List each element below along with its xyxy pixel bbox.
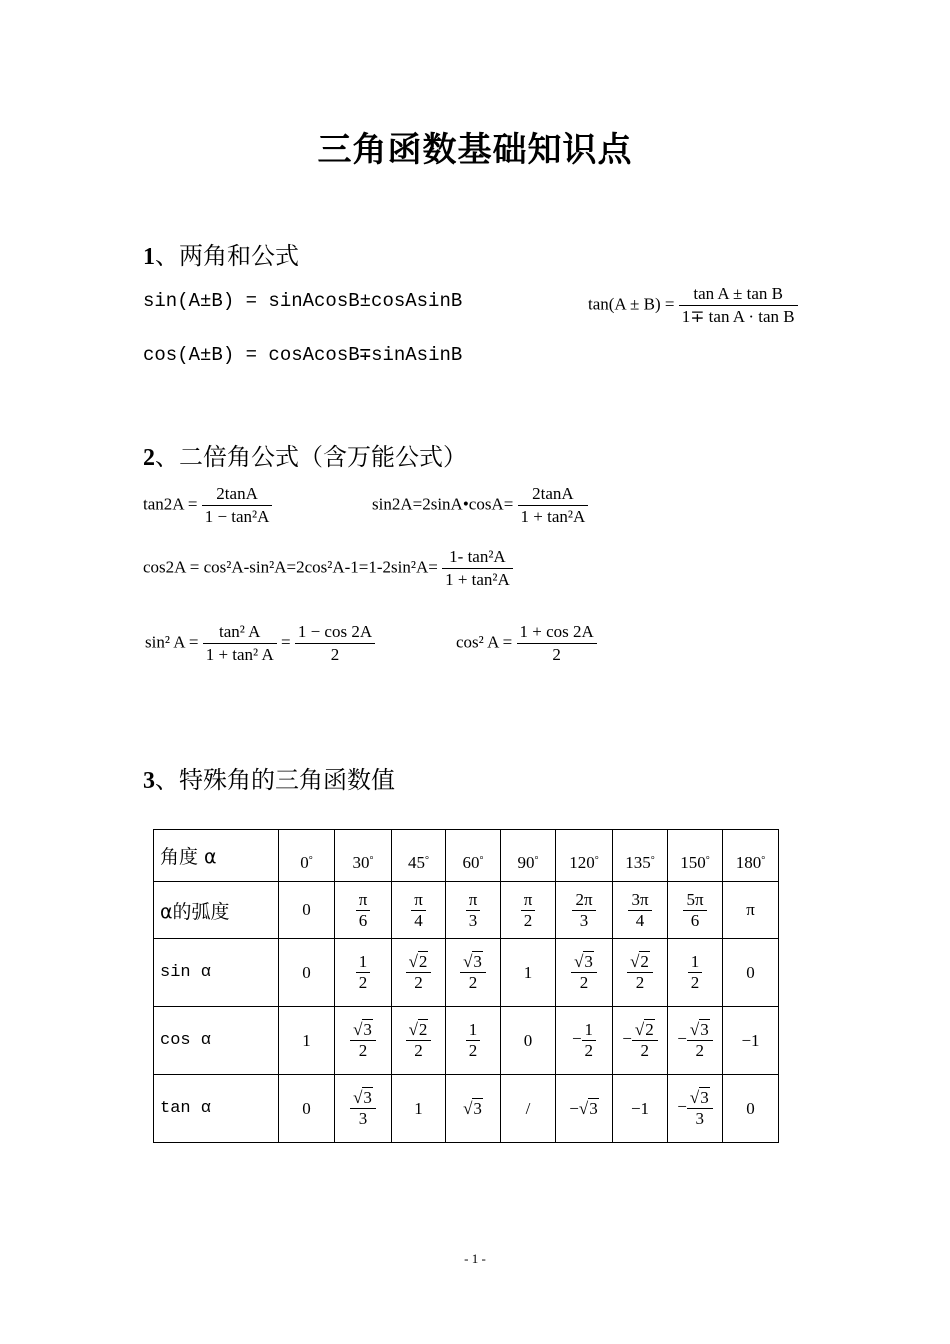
- math-term: 3: [579, 910, 589, 930]
- math-term: 2: [414, 1041, 423, 1060]
- numerator: [688, 952, 703, 972]
- sqrt: √2: [634, 1020, 654, 1039]
- trig-value: [668, 1075, 723, 1143]
- math-term: [353, 1020, 373, 1039]
- denominator: [406, 972, 432, 993]
- cell-value: − $\frac{1}{2}$: [572, 1029, 596, 1048]
- denominator: [627, 972, 653, 993]
- math-term: 2: [579, 973, 589, 992]
- math-term: 2: [358, 973, 368, 992]
- fraction: [687, 1088, 713, 1129]
- trig-value: [279, 939, 335, 1007]
- denominator: 2: [295, 643, 375, 666]
- numerator: 2tanA: [216, 484, 258, 503]
- fraction: [411, 890, 426, 931]
- math-term: 6: [690, 910, 700, 930]
- sin-row: [154, 939, 779, 1007]
- math-term: 2: [414, 973, 423, 992]
- radicand: 3: [584, 952, 593, 971]
- trig-value: [501, 939, 556, 1007]
- page-title: 三角函数基础知识点: [317, 130, 633, 170]
- math-term: 6: [358, 910, 368, 930]
- trig-value: [335, 1075, 392, 1143]
- sqrt: √2: [408, 1020, 428, 1039]
- cell-value: [746, 900, 755, 919]
- radian-header: α的弧度: [154, 882, 279, 939]
- formula-lhs: tan2A =: [143, 494, 198, 514]
- section-number: 3: [143, 768, 155, 794]
- numerator: [571, 952, 597, 972]
- denominator: [356, 972, 371, 993]
- fraction: [518, 483, 589, 528]
- formula-lhs: sin² A =: [145, 632, 199, 652]
- denominator: [687, 1108, 713, 1129]
- trig-value: [392, 1007, 446, 1075]
- angle-header: 角度 α: [154, 830, 279, 882]
- fraction: [356, 890, 371, 931]
- numerator: [627, 952, 653, 972]
- formula-lhs: cos² A =: [456, 632, 513, 652]
- degree-sign: °: [594, 854, 599, 866]
- fraction: [202, 483, 273, 528]
- math-term: π: [746, 900, 755, 919]
- cell-value: [356, 889, 371, 930]
- radian-value: [501, 882, 556, 939]
- cell-value: [688, 952, 703, 992]
- trig-value: [446, 1007, 501, 1075]
- fraction: [521, 890, 536, 931]
- math-term: 4: [414, 910, 423, 930]
- numerator: 1 + cos 2A: [519, 622, 594, 641]
- trig-value: [723, 1075, 779, 1143]
- angle-value: 135°: [613, 830, 668, 882]
- numerator: [628, 890, 651, 910]
- trig-value: [279, 1007, 335, 1075]
- math-term: [463, 1099, 483, 1118]
- sqrt: √2: [630, 952, 649, 971]
- numerator: 1- tan²A: [449, 547, 506, 566]
- radicand: 3: [700, 1020, 709, 1039]
- trig-value: [668, 939, 723, 1007]
- math-term: 1: [584, 1020, 594, 1039]
- trig-value: [723, 1007, 779, 1075]
- math-term: [574, 952, 594, 971]
- radian-value: [392, 882, 446, 939]
- cell-value: [683, 889, 706, 930]
- fraction: [350, 1020, 376, 1061]
- math-term: 1: [523, 962, 533, 982]
- math-term: 2: [635, 973, 645, 992]
- numerator: [350, 1020, 376, 1040]
- trig-value: [668, 1007, 723, 1075]
- angle-value: 150°: [668, 830, 723, 882]
- formula-tan-sum: [588, 283, 798, 328]
- denominator: [406, 1040, 432, 1061]
- numerator: [466, 1020, 481, 1040]
- formula-cos-squared: [456, 621, 597, 666]
- angle-value: 180°: [723, 830, 779, 882]
- trig-value: [392, 939, 446, 1007]
- denominator: 1 + tan²A: [518, 505, 589, 528]
- section-heading-1: [143, 236, 299, 271]
- fraction: [571, 952, 597, 993]
- math-term: 2: [468, 973, 478, 992]
- page-number: - 1 -: [464, 1251, 486, 1266]
- sqrt: √3: [574, 952, 593, 971]
- radicand: 3: [363, 1088, 372, 1107]
- fraction: [460, 952, 486, 993]
- degree-sign: °: [705, 854, 710, 866]
- degree-sign: °: [425, 854, 429, 866]
- denominator: 1∓ tan A · tan B: [679, 305, 798, 328]
- denominator: [466, 1040, 481, 1061]
- math-term: −1: [741, 1030, 760, 1050]
- radicand: 2: [418, 1020, 428, 1039]
- math-term: π: [468, 889, 478, 909]
- denominator: [688, 972, 703, 993]
- fraction: [679, 283, 798, 328]
- fraction: [356, 952, 371, 993]
- section-label: 、二倍角公式（含万能公式）: [155, 443, 467, 471]
- denominator: 1 − tan²A: [202, 505, 273, 528]
- math-term: [463, 952, 483, 971]
- cell-value: − $\frac{√3}{2}$: [677, 1029, 712, 1048]
- denominator: 2: [517, 643, 597, 666]
- formula-cos2a: [143, 546, 513, 591]
- radian-value: [556, 882, 613, 939]
- degree-sign: °: [369, 854, 374, 866]
- angle-row: [154, 830, 779, 882]
- math-term: 1: [468, 1020, 478, 1039]
- radian-value: [335, 882, 392, 939]
- trig-value: [556, 939, 613, 1007]
- formula-sin-sum: sin(A±B) = sinAcosB±cosAsinB: [143, 290, 463, 312]
- fraction: [582, 1020, 597, 1061]
- tan-row: [154, 1075, 779, 1143]
- degree-sign: °: [761, 854, 766, 866]
- fraction: [406, 1020, 432, 1061]
- radicand: 3: [589, 1098, 598, 1118]
- cell-value: [356, 952, 371, 992]
- cell-value: [746, 963, 755, 982]
- math-term: 2π: [575, 889, 593, 909]
- formula-lhs: cos2A = cos²A-sin²A=2cos²A-1=1-2sin²A=: [143, 557, 438, 577]
- angle-value: 30°: [335, 830, 392, 882]
- cell-value: [524, 963, 533, 982]
- angle-value: 45°: [392, 830, 446, 882]
- math-term: 2: [523, 910, 533, 930]
- cell-value: [466, 1020, 481, 1060]
- section-number: 1: [143, 244, 155, 270]
- denominator: 1 + tan² A: [203, 643, 277, 666]
- math-term: 2: [584, 1041, 594, 1060]
- radicand: 3: [363, 1020, 372, 1039]
- fraction: [442, 546, 513, 591]
- math-term: 3: [695, 1109, 705, 1128]
- numerator: [687, 1020, 713, 1040]
- numerator: tan A ± tan B: [693, 284, 783, 303]
- numerator: [411, 890, 426, 910]
- math-term: 1: [690, 952, 700, 971]
- cell-value: [521, 889, 536, 930]
- section-heading-2: [143, 437, 467, 472]
- denominator: [411, 910, 426, 931]
- math-term: π: [414, 889, 423, 909]
- angle-value: 120°: [556, 830, 613, 882]
- numerator: [460, 952, 486, 972]
- denominator: [571, 972, 597, 993]
- fraction: [466, 890, 481, 931]
- trig-value: [335, 939, 392, 1007]
- angle-value: 0°: [279, 830, 335, 882]
- math-term: 0: [302, 962, 311, 982]
- math-term: 3: [468, 910, 478, 930]
- radian-value: [613, 882, 668, 939]
- math-term: 4: [635, 910, 645, 930]
- radian-value: [668, 882, 723, 939]
- cell-value: [572, 889, 595, 930]
- fraction: [572, 890, 595, 931]
- math-term: 3: [358, 1109, 368, 1128]
- numerator: [356, 890, 371, 910]
- denominator: [582, 1040, 597, 1061]
- trig-value: [501, 1007, 556, 1075]
- formula-cos-sum: cos(A±B) = cosAcosB∓sinAsinB: [143, 344, 463, 366]
- trig-value: [613, 939, 668, 1007]
- denominator: [521, 910, 536, 931]
- math-term: 2: [358, 1041, 368, 1060]
- numerator: [350, 1088, 376, 1108]
- fraction: [632, 1020, 658, 1061]
- math-term: 1: [414, 1098, 423, 1118]
- cell-value: [302, 963, 311, 982]
- tan-label: tan α: [154, 1075, 279, 1143]
- section-label: 、两角和公式: [155, 242, 299, 270]
- fraction: [406, 952, 432, 993]
- radian-value: [723, 882, 779, 939]
- formula-lhs: sin2A=2sinA•cosA=: [372, 494, 514, 514]
- denominator: [683, 910, 706, 931]
- numerator: [521, 890, 536, 910]
- numerator: tan² A: [218, 622, 261, 641]
- denominator: [687, 1040, 713, 1061]
- cell-value: [741, 1031, 759, 1050]
- math-term: 2: [640, 1041, 650, 1060]
- formula-sin2a: [372, 483, 588, 528]
- radicand: 3: [700, 1088, 709, 1107]
- denominator: [628, 910, 651, 931]
- trig-value: [279, 1075, 335, 1143]
- cell-value: [350, 1020, 376, 1060]
- math-term: [409, 1020, 429, 1039]
- sqrt: √3: [353, 1020, 372, 1039]
- cell-value: [466, 889, 481, 930]
- trig-value: [613, 1075, 668, 1143]
- denominator: [466, 910, 481, 931]
- cell-value: [463, 1099, 483, 1118]
- fraction: [517, 621, 597, 666]
- math-term: 0: [746, 962, 755, 982]
- denominator: 1 + tan²A: [442, 568, 513, 591]
- math-term: 0: [302, 900, 311, 919]
- sqrt: √3: [463, 1098, 482, 1118]
- cell-value: [569, 1099, 598, 1118]
- cell-value: [631, 1099, 649, 1118]
- sqrt: √3: [463, 952, 482, 971]
- math-term: 0: [746, 1098, 755, 1118]
- fraction: [687, 1020, 713, 1061]
- sin-label: sin α: [154, 939, 279, 1007]
- fraction: [350, 1088, 376, 1129]
- fraction: [628, 890, 651, 931]
- cell-value: [524, 1031, 533, 1050]
- formula-tan2a: [143, 483, 272, 528]
- sqrt: √3: [689, 1020, 709, 1039]
- fraction: [466, 1020, 481, 1061]
- degree-sign: °: [650, 854, 655, 866]
- radicand: 3: [473, 1098, 482, 1118]
- math-term: π: [358, 889, 368, 909]
- trig-value: [501, 1075, 556, 1143]
- numerator: [466, 890, 481, 910]
- cell-value: − $\frac{√3}{3}$: [677, 1097, 712, 1116]
- cell-value: [302, 1099, 311, 1118]
- numerator: [632, 1020, 658, 1040]
- math-term: [353, 1088, 373, 1107]
- fraction: [627, 952, 653, 993]
- math-term: [690, 1020, 710, 1039]
- cos-row: [154, 1007, 779, 1075]
- math-term: 1: [302, 1030, 311, 1050]
- math-term: −√3: [569, 1098, 598, 1118]
- degree-sign: °: [479, 854, 484, 866]
- radian-row: [154, 882, 779, 939]
- radian-value: [446, 882, 501, 939]
- math-term: 3π: [631, 889, 649, 909]
- trig-value: [556, 1075, 613, 1143]
- degree-sign: °: [534, 854, 539, 866]
- math-term: 5π: [686, 889, 704, 909]
- radicand: 3: [473, 952, 482, 971]
- math-term: 2: [695, 1041, 705, 1060]
- denominator: [350, 1040, 376, 1061]
- trig-value: [613, 1007, 668, 1075]
- cell-value: [526, 1099, 531, 1118]
- denominator: [632, 1040, 658, 1061]
- cell-value: − $\frac{√2}{2}$: [622, 1029, 657, 1048]
- denominator: [356, 910, 371, 931]
- radicand: 2: [640, 952, 649, 971]
- numerator: [683, 890, 706, 910]
- cell-value: [302, 900, 311, 919]
- cell-value: [628, 889, 651, 930]
- cell-value: [571, 952, 597, 992]
- numerator: [406, 952, 432, 972]
- radicand: 2: [418, 952, 428, 971]
- formula-sin-squared: [145, 621, 375, 666]
- math-term: [409, 952, 429, 971]
- sqrt: √3: [689, 1088, 709, 1107]
- fraction: [688, 952, 703, 993]
- section-heading-3: [143, 760, 395, 795]
- denominator: [460, 972, 486, 993]
- numerator: [356, 952, 371, 972]
- numerator: 1 − cos 2A: [297, 622, 373, 641]
- trig-value: [446, 939, 501, 1007]
- numerator: [572, 890, 595, 910]
- fraction: [295, 621, 375, 666]
- math-term: [630, 952, 650, 971]
- radicand: 2: [645, 1020, 654, 1039]
- fraction: [683, 890, 706, 931]
- denominator: [572, 910, 595, 931]
- cell-value: [302, 1031, 311, 1050]
- section-number: 2: [143, 445, 155, 471]
- equals-sign: =: [280, 632, 291, 652]
- section-label: 、特殊角的三角函数值: [155, 766, 395, 794]
- numerator: 2tanA: [532, 484, 574, 503]
- trig-value: [446, 1075, 501, 1143]
- cell-value: [411, 889, 426, 930]
- math-term: [635, 1020, 655, 1039]
- trig-value: [335, 1007, 392, 1075]
- denominator: [350, 1108, 376, 1129]
- math-term: 2: [468, 1041, 478, 1060]
- degree-sign: °: [308, 854, 313, 866]
- cell-value: [746, 1099, 755, 1118]
- math-term: 1: [358, 952, 368, 971]
- sqrt: √3: [353, 1088, 372, 1107]
- math-term: π: [523, 889, 533, 909]
- math-term: 0: [523, 1030, 533, 1050]
- numerator: [582, 1020, 597, 1040]
- cos-label: cos α: [154, 1007, 279, 1075]
- angle-value: 90°: [501, 830, 556, 882]
- math-term: −1: [630, 1098, 650, 1118]
- cell-value: [627, 952, 653, 992]
- numerator: [687, 1088, 713, 1108]
- math-term: 2: [690, 973, 700, 992]
- angle-value: 60°: [446, 830, 501, 882]
- cell-value: [414, 1099, 423, 1118]
- math-term: 0: [302, 1098, 311, 1118]
- cell-value: [460, 952, 486, 992]
- trig-value: [556, 1007, 613, 1075]
- special-angles-table: [153, 829, 779, 1143]
- trig-value: [392, 1075, 446, 1143]
- cell-value: [350, 1088, 376, 1128]
- numerator: [406, 1020, 432, 1040]
- cell-value: [406, 952, 432, 992]
- sqrt: √2: [408, 952, 428, 971]
- fraction: [203, 621, 277, 666]
- formula-lhs: tan(A ± B) =: [588, 294, 675, 314]
- sqrt: √3: [578, 1098, 598, 1118]
- cell-value: [406, 1020, 432, 1060]
- math-term: /: [525, 1098, 531, 1118]
- trig-value: [723, 939, 779, 1007]
- radian-value: [279, 882, 335, 939]
- math-term: [690, 1088, 710, 1107]
